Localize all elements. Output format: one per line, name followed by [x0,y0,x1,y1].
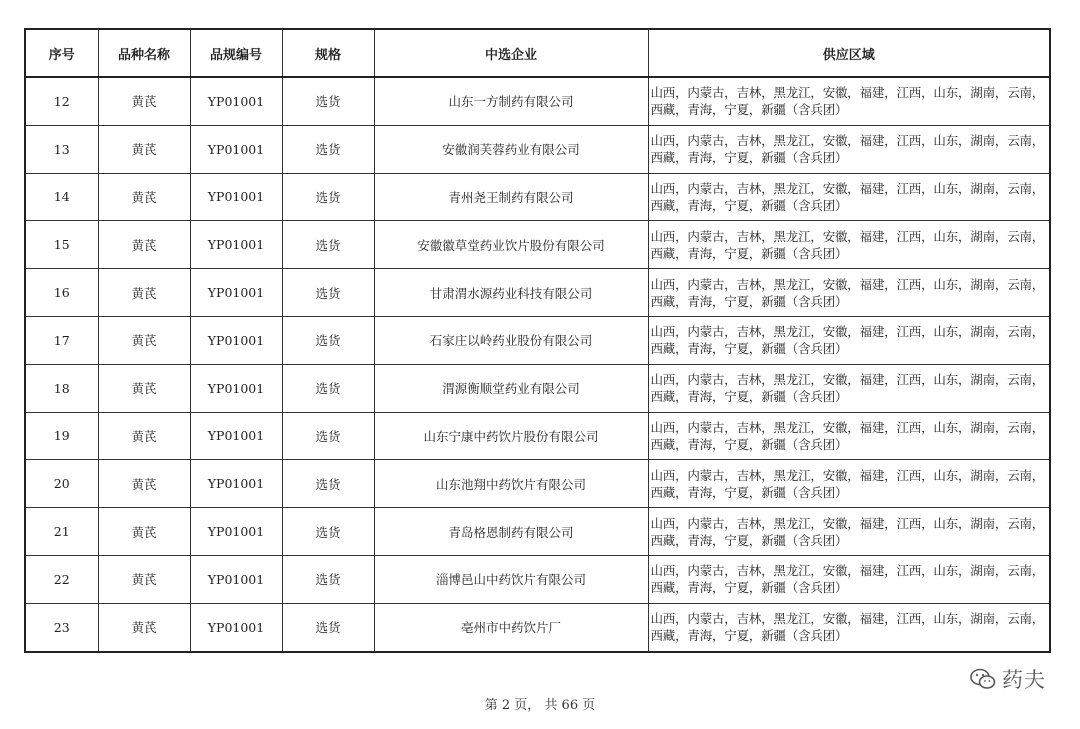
spec-code-cell: YP01001 [190,125,282,173]
spec-code-cell: YP01001 [190,460,282,508]
wechat-icon [970,667,996,691]
spec-cell: 选货 [282,316,374,364]
spec-cell: 选货 [282,269,374,317]
company-name-cell: 甘肃渭水源药业科技有限公司 [374,269,648,317]
spec-cell: 选货 [282,364,374,412]
spec-code-cell: YP01001 [190,364,282,412]
variety-name-cell: 黄芪 [98,508,190,556]
spec-code-cell: YP01001 [190,77,282,125]
row-index-cell: 20 [25,460,98,508]
supply-region-cell: 山西，内蒙古，吉林，黑龙江，安徽，福建，江西，山东，湖南，云南，西藏，青海，宁夏，新疆（含兵团） [648,125,1050,173]
spec-code-cell: YP01001 [190,269,282,317]
spec-cell: 选货 [282,412,374,460]
variety-name-cell: 黄芪 [98,125,190,173]
company-name-cell: 淄博邑山中药饮片有限公司 [374,555,648,603]
spec-code-cell: YP01001 [190,555,282,603]
row-index-cell: 13 [25,125,98,173]
table-row [25,603,1050,651]
supply-region-cell: 山西，内蒙古，吉林，黑龙江，安徽，福建，江西，山东，湖南，云南，西藏，青海，宁夏，新疆（含兵团） [648,555,1050,603]
row-index-cell: 19 [25,412,98,460]
variety-name-cell: 黄芪 [98,221,190,269]
spec-cell: 选货 [282,460,374,508]
table-row [25,77,1050,125]
watermark-text: 药夫 [1002,668,1046,692]
variety-name-cell: 黄芪 [98,316,190,364]
row-index-cell: 15 [25,221,98,269]
supply-region-cell: 山西，内蒙古，吉林，黑龙江，安徽，福建，江西，山东，湖南，云南，西藏，青海，宁夏，新疆（含兵团） [648,460,1050,508]
supply-region-cell: 山西，内蒙古，吉林，黑龙江，安徽，福建，江西，山东，湖南，云南，西藏，青海，宁夏，新疆（含兵团） [648,221,1050,269]
company-name-cell: 安徽徽草堂药业饮片股份有限公司 [374,221,648,269]
header-spec-code: 品规编号 [190,29,282,77]
table-header-row [25,29,1050,77]
variety-name-cell: 黄芪 [98,173,190,221]
supply-region-cell: 山西，内蒙古，吉林，黑龙江，安徽，福建，江西，山东，湖南，云南，西藏，青海，宁夏，新疆（含兵团） [648,508,1050,556]
spec-cell: 选货 [282,125,374,173]
row-index-cell: 12 [25,77,98,125]
variety-name-cell: 黄芪 [98,555,190,603]
company-name-cell: 山东池翔中药饮片有限公司 [374,460,648,508]
company-name-cell: 青岛格恩制药有限公司 [374,508,648,556]
supply-region-cell: 山西，内蒙古，吉林，黑龙江，安徽，福建，江西，山东，湖南，云南，西藏，青海，宁夏，新疆（含兵团） [648,412,1050,460]
header-supply-region: 供应区域 [648,29,1050,77]
spec-cell: 选货 [282,77,374,125]
table-row [25,269,1050,317]
row-index-cell: 17 [25,316,98,364]
spec-code-cell: YP01001 [190,173,282,221]
table-row [25,173,1050,221]
variety-name-cell: 黄芪 [98,460,190,508]
table-row [25,364,1050,412]
variety-name-cell: 黄芪 [98,364,190,412]
table-row [25,508,1050,556]
spec-cell: 选货 [282,508,374,556]
spec-code-cell: YP01001 [190,508,282,556]
table-row [25,412,1050,460]
row-index-cell: 14 [25,173,98,221]
company-name-cell: 亳州市中药饮片厂 [374,603,648,651]
company-name-cell: 石家庄以岭药业股份有限公司 [374,316,648,364]
supplier-table-container [24,28,1049,653]
table-body [25,77,1050,652]
header-selected-company: 中选企业 [374,29,648,77]
header-spec: 规格 [282,29,374,77]
row-index-cell: 16 [25,269,98,317]
watermark [970,664,1046,694]
spec-code-cell: YP01001 [190,603,282,651]
row-index-cell: 23 [25,603,98,651]
row-index-cell: 22 [25,555,98,603]
spec-cell: 选货 [282,173,374,221]
company-name-cell: 渭源衡顺堂药业有限公司 [374,364,648,412]
supply-region-cell: 山西，内蒙古，吉林，黑龙江，安徽，福建，江西，山东，湖南，云南，西藏，青海，宁夏，新疆（含兵团） [648,269,1050,317]
spec-code-cell: YP01001 [190,412,282,460]
spec-code-cell: YP01001 [190,221,282,269]
spec-cell: 选货 [282,555,374,603]
company-name-cell: 青州尧王制药有限公司 [374,173,648,221]
table-row [25,460,1050,508]
supply-region-cell: 山西，内蒙古，吉林，黑龙江，安徽，福建，江西，山东，湖南，云南，西藏，青海，宁夏，新疆（含兵团） [648,77,1050,125]
row-index-cell: 21 [25,508,98,556]
supply-region-cell: 山西，内蒙古，吉林，黑龙江，安徽，福建，江西，山东，湖南，云南，西藏，青海，宁夏，新疆（含兵团） [648,603,1050,651]
page-number: 第 2 页， 共 66 页 [484,698,596,713]
variety-name-cell: 黄芪 [98,412,190,460]
company-name-cell: 山东一方制药有限公司 [374,77,648,125]
header-variety-name: 品种名称 [98,29,190,77]
variety-name-cell: 黄芪 [98,603,190,651]
table-row [25,125,1050,173]
table-row [25,316,1050,364]
supply-region-cell: 山西，内蒙古，吉林，黑龙江，安徽，福建，江西，山东，湖南，云南，西藏，青海，宁夏，新疆（含兵团） [648,364,1050,412]
variety-name-cell: 黄芪 [98,77,190,125]
company-name-cell: 山东宁康中药饮片股份有限公司 [374,412,648,460]
company-name-cell: 安徽润芙蓉药业有限公司 [374,125,648,173]
row-index-cell: 18 [25,364,98,412]
spec-cell: 选货 [282,221,374,269]
spec-code-cell: YP01001 [190,316,282,364]
supply-region-cell: 山西，内蒙古，吉林，黑龙江，安徽，福建，江西，山东，湖南，云南，西藏，青海，宁夏，新疆（含兵团） [648,316,1050,364]
header-index: 序号 [25,29,98,77]
table-row [25,555,1050,603]
supplier-table [24,28,1051,653]
spec-cell: 选货 [282,603,374,651]
variety-name-cell: 黄芪 [98,269,190,317]
table-row [25,221,1050,269]
supply-region-cell: 山西，内蒙古，吉林，黑龙江，安徽，福建，江西，山东，湖南，云南，西藏，青海，宁夏，新疆（含兵团） [648,173,1050,221]
